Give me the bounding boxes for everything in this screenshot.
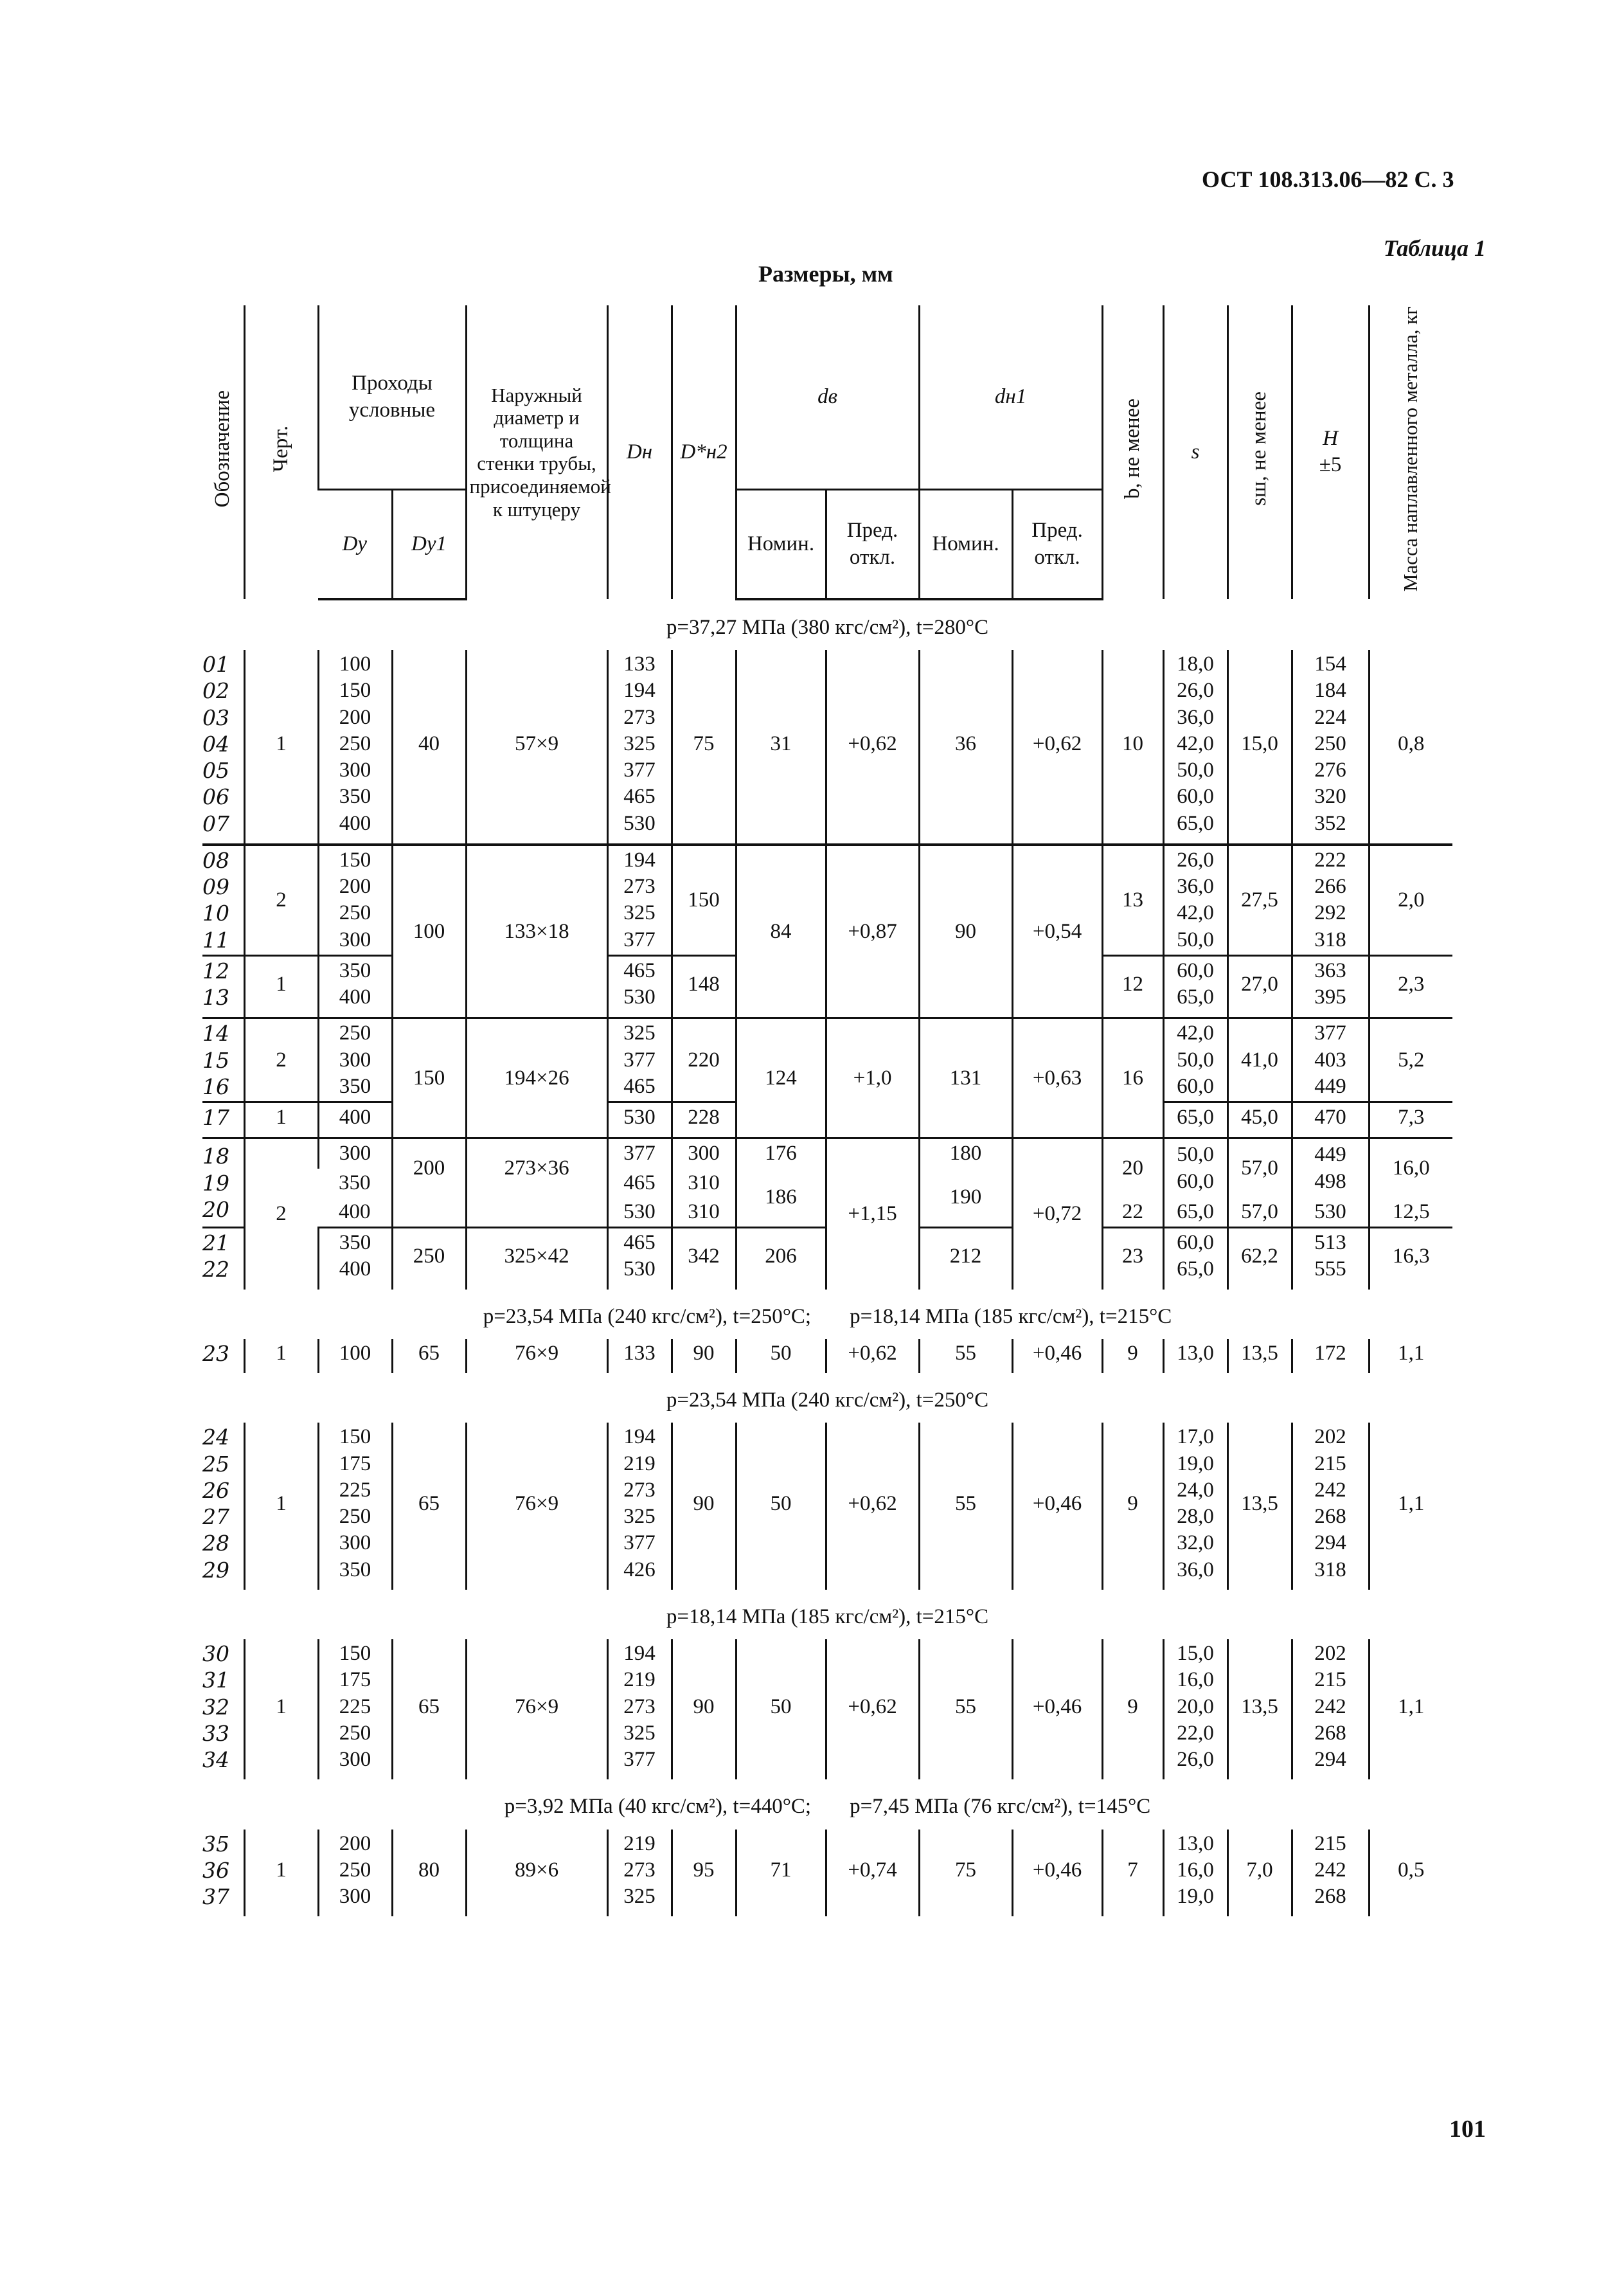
dv-tol-cell: +0,62 — [826, 650, 919, 845]
designation: 17 — [202, 1105, 229, 1131]
block-23 — [202, 1339, 1452, 1373]
dn-list: 465 530 — [607, 955, 672, 1018]
s-cell: 65,0 — [1163, 1198, 1227, 1228]
h-list: 222 266 292 318 — [1292, 845, 1369, 956]
dy-cell: 100 — [318, 1339, 392, 1373]
s-list: 60,0 65,0 — [1163, 1228, 1227, 1290]
h-list: 449 498 — [1292, 1138, 1369, 1198]
dn1-nom-cell: 55 — [919, 1339, 1012, 1373]
block-35-37 — [202, 1830, 1452, 1917]
mass-cell: 2,0 — [1369, 845, 1452, 956]
s-list: 42,0 50,0 60,0 — [1163, 1018, 1227, 1102]
col-dv: dв — [736, 305, 919, 490]
h-cell: 470 — [1292, 1102, 1369, 1138]
dn2-cell: 300 — [672, 1138, 736, 1169]
dy-list: 150 175 225 250 300 — [318, 1639, 392, 1779]
h-cell: 530 — [1292, 1198, 1369, 1228]
b-cell: 20 — [1102, 1138, 1163, 1198]
s-list: 26,0 36,0 42,0 50,0 — [1163, 845, 1227, 956]
col-b: b, не менее — [1102, 305, 1163, 599]
col-mass: Масса наплавленного металла, кг — [1369, 305, 1452, 599]
col-dv-nom: Номин. — [736, 490, 826, 599]
condition-line: p=23,54 МПа (240 кгс/см²), t=250°C — [666, 1389, 989, 1412]
sh-cell: 13,5 — [1227, 1339, 1292, 1373]
designation: 23 — [202, 1340, 229, 1366]
mass-cell: 16,3 — [1369, 1228, 1452, 1290]
table-header — [202, 305, 1452, 599]
dn-cell: 465 — [607, 1169, 672, 1198]
dn1-tol-cell: +0,46 — [1012, 1339, 1102, 1373]
col-dn2: D*н2 — [672, 305, 736, 599]
drawing-cell: 2 — [244, 845, 318, 956]
dn2-cell: 90 — [672, 1423, 736, 1590]
designation-list: 01 02 03 04 05 06 07 — [202, 652, 229, 836]
drawing-cell: 1 — [244, 1639, 318, 1779]
sh-cell: 62,2 — [1227, 1228, 1292, 1290]
h-list: 202 215 242 268 294 318 — [1292, 1423, 1369, 1590]
dn1-nom-cell: 190 — [919, 1169, 1012, 1228]
dn2-cell: 75 — [672, 650, 736, 845]
dy1-cell: 200 — [392, 1138, 466, 1198]
dv-tol-cell: +0,74 — [826, 1830, 919, 1917]
dn2-cell: 228 — [672, 1102, 736, 1138]
block-24-29 — [202, 1423, 1452, 1590]
dn1-nom-cell: 131 — [919, 1018, 1012, 1138]
designation-list: 30 31 32 33 34 — [202, 1641, 229, 1773]
dn1-tol-cell: +0,46 — [1012, 1830, 1102, 1917]
b-cell: 7 — [1102, 1830, 1163, 1917]
h-list: 377 403 449 — [1292, 1018, 1369, 1102]
col-dy1: Dу1 — [392, 490, 466, 599]
dn2-cell: 90 — [672, 1339, 736, 1373]
h-list: 363 395 — [1292, 955, 1369, 1018]
dv-nom-cell: 71 — [736, 1830, 826, 1917]
pipe-cell: 57×9 — [466, 650, 607, 845]
b-cell: 13 — [1102, 845, 1163, 956]
col-dn: Dн — [607, 305, 672, 599]
dy1-cell — [392, 1198, 466, 1228]
dn2-cell: 310 — [672, 1198, 736, 1228]
drawing-cell: 1 — [244, 1830, 318, 1917]
h-list: 513 555 — [1292, 1228, 1369, 1290]
dn2-cell: 148 — [672, 955, 736, 1018]
table-title: Размеры, мм — [758, 261, 893, 287]
dn2-cell: 310 — [672, 1169, 736, 1198]
col-dv-tol: Пред. откл. — [826, 490, 919, 599]
sh-cell: 15,0 — [1227, 650, 1292, 845]
pipe-cell: 76×9 — [466, 1339, 607, 1373]
b-cell: 16 — [1102, 1018, 1163, 1138]
mass-cell: 12,5 — [1369, 1198, 1452, 1228]
pipe-cell: 76×9 — [466, 1639, 607, 1779]
dn1-tol-cell: +0,46 — [1012, 1639, 1102, 1779]
h-list: 202 215 242 268 294 — [1292, 1639, 1369, 1779]
mass-cell: 1,1 — [1369, 1423, 1452, 1590]
col-dn1: dн1 — [919, 305, 1102, 490]
pipe-cell — [466, 1198, 607, 1228]
dn1-nom-cell: 55 — [919, 1639, 1012, 1779]
sh-cell: 7,0 — [1227, 1830, 1292, 1917]
dv-tol-cell: +0,62 — [826, 1423, 919, 1590]
col-drawing: Черт. — [244, 305, 318, 599]
dv-nom-cell: 84 — [736, 845, 826, 1018]
block-30-34 — [202, 1639, 1452, 1779]
dn-list: 194 219 273 325 377 426 — [607, 1423, 672, 1590]
dn-list: 133 194 273 325 377 465 530 — [607, 650, 672, 845]
b-cell: 10 — [1102, 650, 1163, 845]
designation-list: 18 19 20 — [202, 1144, 229, 1222]
dv-nom-cell: 186 — [736, 1169, 826, 1228]
dn-list: 194 219 273 325 377 — [607, 1639, 672, 1779]
drawing-cell: 2 — [244, 1018, 318, 1102]
dy-list: 350 400 — [318, 955, 392, 1018]
dy1-cell: 250 — [392, 1228, 466, 1290]
block-08-13 — [202, 845, 1452, 1018]
sh-cell: 27,0 — [1227, 955, 1292, 1018]
dn2-cell: 95 — [672, 1830, 736, 1917]
designation-list: 08 09 10 11 — [202, 845, 244, 956]
sh-cell: 27,5 — [1227, 845, 1292, 956]
dv-nom-cell: 50 — [736, 1423, 826, 1590]
dn-cell: 133 — [607, 1339, 672, 1373]
block-14-17 — [202, 1018, 1452, 1138]
col-pipe: Наружный диаметр и толщина стенки трубы, присоединяемой к штуцеру — [466, 305, 607, 599]
condition-line: p=3,92 МПа (40 кгс/см²), t=440°C; p=7,45 МПа (76 кгс/см²), t=145°C — [504, 1795, 1151, 1819]
dy1-cell: 150 — [392, 1018, 466, 1138]
mass-cell: 1,1 — [1369, 1339, 1452, 1373]
block-18-22 — [202, 1138, 1452, 1290]
condition-line: p=23,54 МПа (240 кгс/см²), t=250°C; p=18,14 МПа (185 кгс/см²), t=215°C — [483, 1304, 1172, 1328]
page-number: 101 — [1449, 2116, 1486, 2143]
col-passages: Проходы условные — [318, 305, 466, 490]
condition-line: p=37,27 МПа (380 кгс/см²), t=280°C — [666, 615, 989, 639]
dy-list: 250 300 350 — [318, 1018, 392, 1102]
dv-nom-cell: 50 — [736, 1639, 826, 1779]
table-label: Таблица 1 — [1383, 235, 1486, 261]
dn-list: 194 273 325 377 — [607, 845, 672, 956]
dn2-cell: 342 — [672, 1228, 736, 1290]
dn-cell: 377 — [607, 1138, 672, 1169]
b-cell: 9 — [1102, 1339, 1163, 1373]
mass-cell: 0,5 — [1369, 1830, 1452, 1917]
h-list: 215 242 268 — [1292, 1830, 1369, 1917]
dv-tol-cell: +0,62 — [826, 1639, 919, 1779]
sh-cell: 13,5 — [1227, 1423, 1292, 1590]
dn1-nom-cell: 36 — [919, 650, 1012, 845]
s-list: 60,0 65,0 — [1163, 955, 1227, 1018]
mass-cell: 1,1 — [1369, 1639, 1452, 1779]
s-list: 17,0 19,0 24,0 28,0 32,0 36,0 — [1163, 1423, 1227, 1590]
dn-list: 325 377 465 — [607, 1018, 672, 1102]
dimensions-table — [202, 305, 1452, 1916]
dy-list: 200 250 300 — [318, 1830, 392, 1917]
dy-list: 150 175 225 250 300 350 — [318, 1423, 392, 1590]
dv-tol-cell: +0,62 — [826, 1339, 919, 1373]
dy1-cell: 65 — [392, 1423, 466, 1590]
pipe-cell: 325×42 — [466, 1228, 607, 1290]
dn1-tol-cell: +0,72 — [1012, 1138, 1102, 1290]
dn1-tol-cell: +0,46 — [1012, 1423, 1102, 1590]
dn1-nom-cell: 75 — [919, 1830, 1012, 1917]
dy1-cell: 100 — [392, 845, 466, 1018]
b-cell: 23 — [1102, 1228, 1163, 1290]
designation-list: 21 22 — [202, 1230, 229, 1282]
sh-cell: 57,0 — [1227, 1138, 1292, 1198]
b-cell: 9 — [1102, 1639, 1163, 1779]
dy-cell: 400 — [318, 1102, 392, 1138]
mass-cell: 16,0 — [1369, 1138, 1452, 1198]
s-cell: 13,0 — [1163, 1339, 1227, 1373]
dn1-tol-cell: +0,54 — [1012, 845, 1102, 1018]
dn2-cell: 150 — [672, 845, 736, 956]
sh-cell: 57,0 — [1227, 1198, 1292, 1228]
dy-cell: 400 — [339, 1200, 371, 1223]
dn1-nom-cell: 55 — [919, 1423, 1012, 1590]
b-cell: 22 — [1102, 1198, 1163, 1228]
col-sh: sш, не менее — [1227, 305, 1292, 599]
col-s: s — [1163, 305, 1227, 599]
designation-list: 14 15 16 — [202, 1018, 244, 1102]
drawing-cell: 2 — [244, 1138, 318, 1290]
s-list: 50,0 60,0 — [1163, 1138, 1227, 1198]
dy-cell: 300 — [318, 1138, 392, 1169]
dy1-cell: 65 — [392, 1639, 466, 1779]
dy-list: 100 150 200 250 300 350 400 — [318, 650, 392, 845]
s-cell: 65,0 — [1163, 1102, 1227, 1138]
sh-cell: 13,5 — [1227, 1639, 1292, 1779]
mass-cell: 0,8 — [1369, 650, 1452, 845]
dy-list: 150 200 250 300 — [318, 845, 392, 956]
mass-cell: 2,3 — [1369, 955, 1452, 1018]
block-01-07 — [202, 650, 1452, 845]
dn1-nom-cell: 90 — [919, 845, 1012, 1018]
drawing-cell: 1 — [244, 1339, 318, 1373]
pipe-cell: 194×26 — [466, 1018, 607, 1138]
drawing-cell: 1 — [244, 955, 318, 1018]
dv-nom-cell: 124 — [736, 1018, 826, 1138]
drawing-cell: 1 — [244, 650, 318, 845]
b-cell: 12 — [1102, 955, 1163, 1018]
dv-nom-cell: 176 — [736, 1138, 826, 1169]
designation-list: 24 25 26 27 28 29 — [202, 1425, 229, 1583]
col-designation: Обозначение — [211, 390, 235, 507]
dy1-cell: 40 — [392, 650, 466, 845]
dy-list: 350 400 — [318, 1228, 392, 1290]
pipe-cell: 273×36 — [466, 1138, 607, 1198]
col-dn1-nom: Номин. — [919, 490, 1012, 599]
pipe-cell: 76×9 — [466, 1423, 607, 1590]
dn-list: 465 530 — [607, 1228, 672, 1290]
dn1-tol-cell: +0,63 — [1012, 1018, 1102, 1138]
dv-nom-cell: 206 — [736, 1228, 826, 1290]
drawing-cell: 1 — [244, 1423, 318, 1590]
designation-list: 12 13 — [202, 958, 229, 1011]
dn1-tol-cell: +0,62 — [1012, 650, 1102, 845]
designation-list: 35 36 37 — [202, 1831, 229, 1910]
dn2-cell: 220 — [672, 1018, 736, 1102]
b-cell: 9 — [1102, 1423, 1163, 1590]
dn-cell: 530 — [607, 1198, 672, 1228]
dv-tol-cell: +1,0 — [826, 1018, 919, 1138]
dn-cell: 530 — [607, 1102, 672, 1138]
mass-cell: 7,3 — [1369, 1102, 1452, 1138]
dv-tol-cell: +1,15 — [826, 1138, 919, 1290]
dy1-cell: 80 — [392, 1830, 466, 1917]
h-list: 154 184 224 250 276 320 352 — [1292, 650, 1369, 845]
mass-cell: 5,2 — [1369, 1018, 1452, 1102]
dv-nom-cell: 31 — [736, 650, 826, 845]
pipe-cell: 133×18 — [466, 845, 607, 1018]
drawing-cell: 1 — [244, 1102, 318, 1138]
dy-cell: 350 — [339, 1171, 371, 1194]
sh-cell: 45,0 — [1227, 1102, 1292, 1138]
dn1-nom-cell: 212 — [919, 1228, 1012, 1290]
s-list: 18,0 26,0 36,0 42,0 50,0 60,0 65,0 — [1163, 650, 1227, 845]
dv-tol-cell: +0,87 — [826, 845, 919, 1018]
h-cell: 172 — [1292, 1339, 1369, 1373]
pipe-cell: 89×6 — [466, 1830, 607, 1917]
sh-cell: 41,0 — [1227, 1018, 1292, 1102]
col-h: H ±5 — [1292, 305, 1369, 599]
document-id: ОСТ 108.313.06—82 С. 3 — [1202, 166, 1454, 192]
dv-nom-cell: 50 — [736, 1339, 826, 1373]
condition-line: p=18,14 МПа (185 кгс/см²), t=215°C — [666, 1605, 989, 1628]
col-dy: Dу — [318, 490, 392, 599]
s-list: 15,0 16,0 20,0 22,0 26,0 — [1163, 1639, 1227, 1779]
s-list: 13,0 16,0 19,0 — [1163, 1830, 1227, 1917]
dy1-cell: 65 — [392, 1339, 466, 1373]
col-dn1-tol: Пред. откл. — [1012, 490, 1102, 599]
dn1-nom-cell: 180 — [919, 1138, 1012, 1169]
dn-list: 219 273 325 — [607, 1830, 672, 1917]
dn2-cell: 90 — [672, 1639, 736, 1779]
